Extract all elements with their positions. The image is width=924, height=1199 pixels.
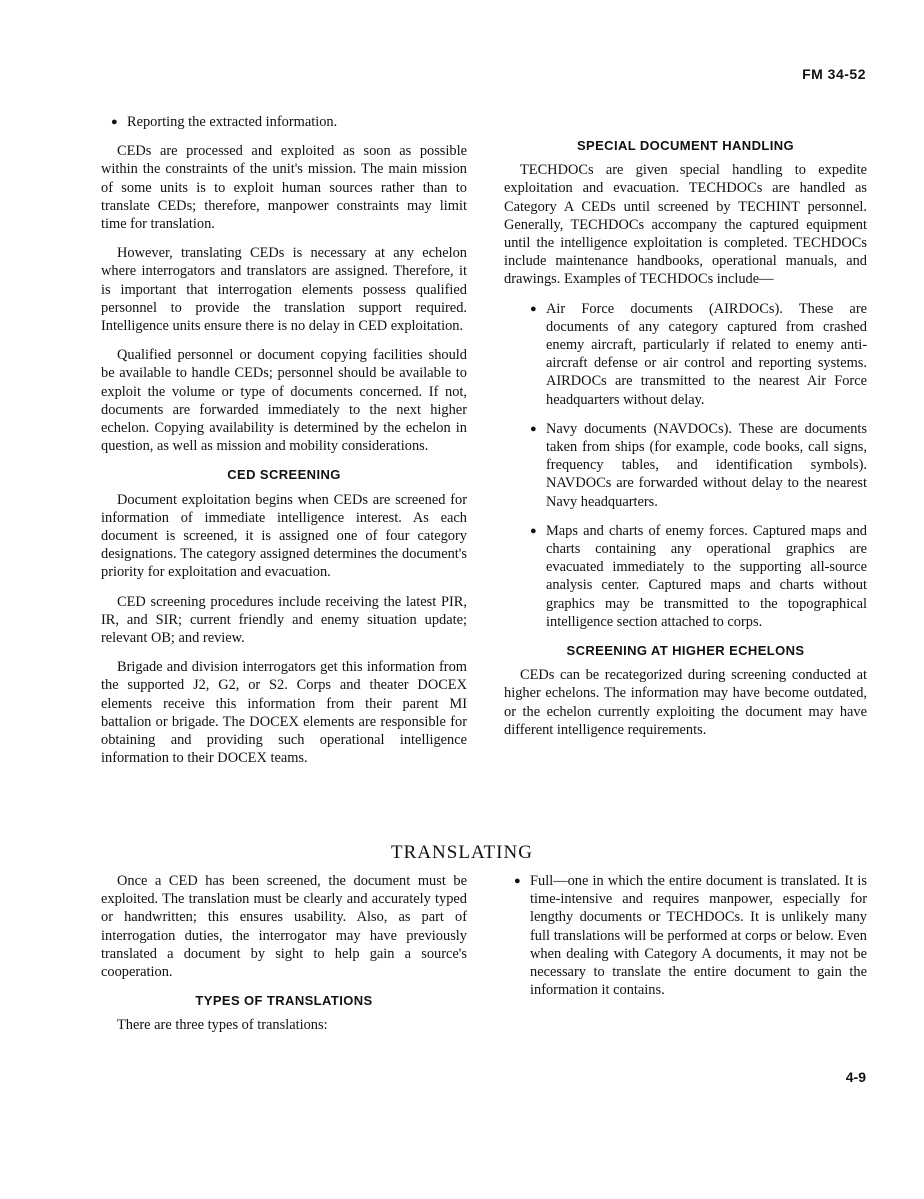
- section-heading: SCREENING AT HIGHER ECHELONS: [566, 643, 805, 659]
- list-item: [520, 300, 867, 409]
- list-item-text: Reporting the extracted information.: [127, 114, 338, 130]
- list-item: [504, 872, 867, 999]
- manual-id: FM 34-52: [802, 66, 866, 82]
- paragraph: CEDs can be recategorized during screening conducted at higher echelons. The information may have become outdated, or the echelon currently exploiting the document may have different intelligence requirements.: [504, 667, 867, 738]
- section-title: TRANSLATING: [391, 842, 533, 863]
- list-item-text: Full—one in which the entire document is translated. It is time-intensive and requires manpower, especially for lengthy documents or TECHDOCs. It is unlikely many full translations will be performed at corps or below. Even when dealing with Category A documents, it may not be necessary to translate the entire document to gain the information it contains.: [530, 873, 867, 999]
- paragraph: TECHDOCs are given special handling to expedite exploitation and evacuation. TECHDOCs are handled as Category A CEDs until screened by TECHINT personnel. Generally, TECHDOCs accompany the captured equipment until the intelligence exploitation is completed. TECHDOCs include maintenance handbooks, operational manuals, and drawings. Examples of TECHDOCs include—: [504, 162, 867, 288]
- bullet-icon: ●: [111, 116, 118, 128]
- paragraph: Once a CED has been screened, the document must be exploited. The translation must be clearly and accurately typed or handwritten; this ensures usability. Also, as part of interrogation duties, the interrogator may have previously translated a document by sight to help gain a source's cooperation.: [101, 873, 467, 981]
- bullet-icon: ●: [530, 422, 537, 435]
- bullet-icon: ●: [530, 302, 537, 315]
- list-item: [520, 420, 867, 511]
- right-column: [504, 137, 867, 750]
- paragraph: CED screening procedures include receiving the latest PIR, IR, and SIR; current friendly and enemy situation update; relevant OB; and review.: [101, 593, 467, 647]
- list-item: [520, 522, 867, 631]
- paragraph: Qualified personnel or document copying facilities should be available to handle CEDs; personnel should be available to exploit the volume or type of documents concerned. If not, documents are forwarded immediately to the next higher echelon. Copying availability is determined by the echelon in question, as well as mission and mobility considerations.: [101, 347, 467, 455]
- section-heading: CED SCREENING: [227, 467, 341, 483]
- lower-left-column: [101, 872, 467, 1046]
- paragraph: However, translating CEDs is necessary at any echelon where interrogators and translators are assigned. Therefore, it is important that interrogation elements possess qualified personnel to provide the translation support required. Intelligence units ensure there is no delay in CED exploitation.: [101, 245, 467, 335]
- paragraph: There are three types of translations:: [117, 1017, 328, 1034]
- left-column: [101, 113, 467, 779]
- list-item-text: Air Force documents (AIRDOCs). These are documents of any category captured from crashed enemy aircraft, particularly if related to enemy anti-aircraft defense or air control and reporting systems. AIRDOCs are transmitted to the nearest Air Force headquarters without delay.: [546, 300, 867, 408]
- paragraph: Document exploitation begins when CEDs are screened for information of immediate intelligence interest. As each document is screened, it is assigned one of four category designations. The category assigned determines the document's priority for exploitation and evacuation.: [101, 491, 467, 581]
- list-item: [101, 113, 467, 131]
- list-item-text: Navy documents (NAVDOCs). These are documents taken from ships (for example, code books, call signs, frequency tables, and identification symbols). NAVDOCs are forwarded without delay to the nearest Navy headquarters.: [546, 420, 867, 510]
- lower-right-column: [504, 872, 867, 1010]
- section-heading: TYPES OF TRANSLATIONS: [195, 993, 373, 1009]
- paragraph: Brigade and division interrogators get this information from the supported J2, G2, or S2. Corps and theater DOCEX elements receive this information from their parent MI battalion or brigade. The DOCEX elements are responsible for obtaining and providing such operational intelligence information to their DOCEX teams.: [101, 659, 467, 767]
- paragraph: CEDs are processed and exploited as soon as possible within the constraints of the unit's mission. The main mission of some units is to exploit human sources rather than to translate CEDs; therefore, manpower constraints may limit time for translation.: [101, 143, 467, 233]
- section-heading: SPECIAL DOCUMENT HANDLING: [576, 138, 795, 153]
- bullet-icon: ●: [530, 524, 537, 537]
- list-item-text: Maps and charts of enemy forces. Captured maps and charts containing any operational graphics are evacuated immediately to the supporting all-source analysis center. Captured maps and charts without graphics may be transmitted to the topographical intelligence section attached to corps.: [546, 522, 867, 630]
- page-number: 4-9: [845, 1069, 866, 1085]
- bullet-icon: ●: [514, 875, 521, 887]
